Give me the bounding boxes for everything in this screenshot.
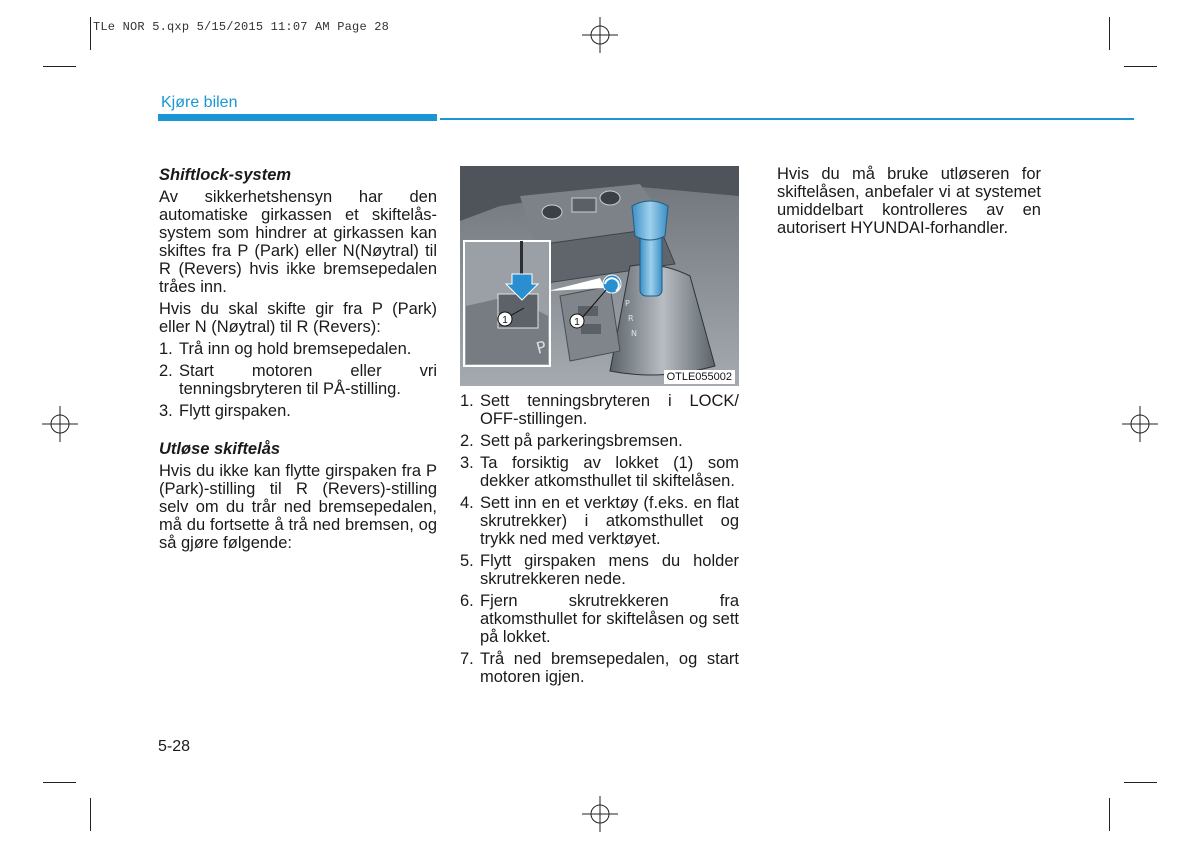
release-intro: Hvis du ikke kan flytte girspaken fra P (Park)-stilling til R (Revers)-stilling selv om du trår ned bremsepedalen, må du fortsette å trå ned bremsen, og så gjøre følgende: bbox=[159, 462, 437, 552]
step-text: Sett tenningsbryteren i LOCK/ OFF-stillingen. bbox=[480, 392, 739, 428]
step-text: Sett inn en et verktøy (f.eks. en flat skrutrekker) i atkomsthullet og trykk ned med verktøyet. bbox=[480, 494, 739, 548]
crop-mark bbox=[1109, 798, 1110, 831]
gear-shifter-illustration bbox=[460, 166, 739, 386]
registration-mark-icon bbox=[1122, 406, 1158, 442]
header-rule-thick bbox=[158, 114, 437, 121]
step-text: Trå inn og hold bremsepedalen. bbox=[179, 340, 412, 358]
list-item bbox=[460, 432, 739, 450]
step-number: 1. bbox=[159, 340, 173, 358]
shift-lever-figure bbox=[460, 166, 739, 386]
list-item bbox=[460, 494, 739, 548]
column-right bbox=[777, 165, 1041, 241]
list-item bbox=[159, 402, 437, 420]
step-text: Start motoren eller vri tenningsbryteren til PÅ-stilling. bbox=[179, 362, 437, 398]
registration-mark-icon bbox=[42, 406, 78, 442]
step-number: 2. bbox=[460, 432, 474, 450]
crop-mark bbox=[1109, 17, 1110, 50]
step-text: Flytt girspaken mens du holder skrutrekkeren nede. bbox=[480, 552, 739, 588]
step-number: 4. bbox=[460, 494, 474, 512]
step-number: 6. bbox=[460, 592, 474, 610]
step-text: Fjern skrutrekkeren fra atkomsthullet for skiftelåsen og sett på lokket. bbox=[480, 592, 739, 646]
dealer-note: Hvis du må bruke utløseren for skiftelåsen, anbefaler vi at systemet umiddelbart kontrolleres av en autorisert HYUNDAI-forhandler. bbox=[777, 165, 1041, 237]
column-left bbox=[159, 166, 437, 556]
list-item bbox=[460, 392, 739, 428]
step-text: Sett på parkeringsbremsen. bbox=[480, 432, 683, 450]
printer-slug: TLe NOR 5.qxp 5/15/2015 11:07 AM Page 28 bbox=[93, 20, 390, 34]
svg-text:N: N bbox=[631, 329, 637, 338]
crop-mark bbox=[90, 798, 91, 831]
list-item bbox=[460, 650, 739, 686]
list-item bbox=[460, 454, 739, 490]
step-number: 5. bbox=[460, 552, 474, 570]
step-number: 3. bbox=[159, 402, 173, 420]
svg-text:P: P bbox=[625, 299, 630, 308]
shiftlock-instruction: Hvis du skal skifte gir fra P (Park) eller N (Nøytral) til R (Revers): bbox=[159, 300, 437, 336]
list-item bbox=[159, 340, 437, 358]
gear-p-label: P bbox=[534, 337, 549, 358]
header-rule-thin bbox=[440, 118, 1134, 120]
page-number: 5-28 bbox=[158, 738, 191, 755]
svg-text:R: R bbox=[628, 314, 634, 323]
release-heading: Utløse skiftelås bbox=[159, 440, 281, 458]
shiftlock-intro: Av sikkerhetshensyn har den automatiske girkassen et skiftelås-system som hindrer at girkassen kan skiftes fra P (Park) eller N(Nøytral) til R (Revers) hvis ikke bremsepedalen tråes inn. bbox=[159, 188, 437, 296]
release-steps bbox=[460, 392, 739, 686]
registration-mark-icon bbox=[582, 17, 618, 53]
list-item bbox=[159, 362, 437, 398]
crop-mark bbox=[90, 17, 91, 50]
step-number: 2. bbox=[159, 362, 173, 380]
shiftlock-heading: Shiftlock-system bbox=[159, 166, 292, 184]
list-item bbox=[460, 592, 739, 646]
step-number: 3. bbox=[460, 454, 474, 472]
section-title: Kjøre bilen bbox=[161, 94, 238, 111]
list-item bbox=[460, 552, 739, 588]
callout-2: 1 bbox=[574, 317, 580, 328]
crop-mark bbox=[43, 782, 76, 783]
step-number: 1. bbox=[460, 392, 474, 410]
step-text: Trå ned bremsepedalen, og start motoren igjen. bbox=[480, 650, 739, 686]
crop-mark bbox=[43, 66, 76, 67]
step-text: Flytt girspaken. bbox=[179, 402, 291, 420]
crop-mark bbox=[1124, 66, 1157, 67]
shiftlock-steps bbox=[159, 340, 437, 420]
step-text: Ta forsiktig av lokket (1) som dekker atkomsthullet til skiftelåsen. bbox=[480, 454, 739, 490]
registration-mark-icon bbox=[582, 796, 618, 832]
crop-mark bbox=[1124, 782, 1157, 783]
figure-code: OTLE055002 bbox=[664, 370, 735, 384]
column-middle bbox=[460, 392, 739, 690]
step-number: 7. bbox=[460, 650, 474, 668]
callout-1: 1 bbox=[502, 315, 508, 326]
